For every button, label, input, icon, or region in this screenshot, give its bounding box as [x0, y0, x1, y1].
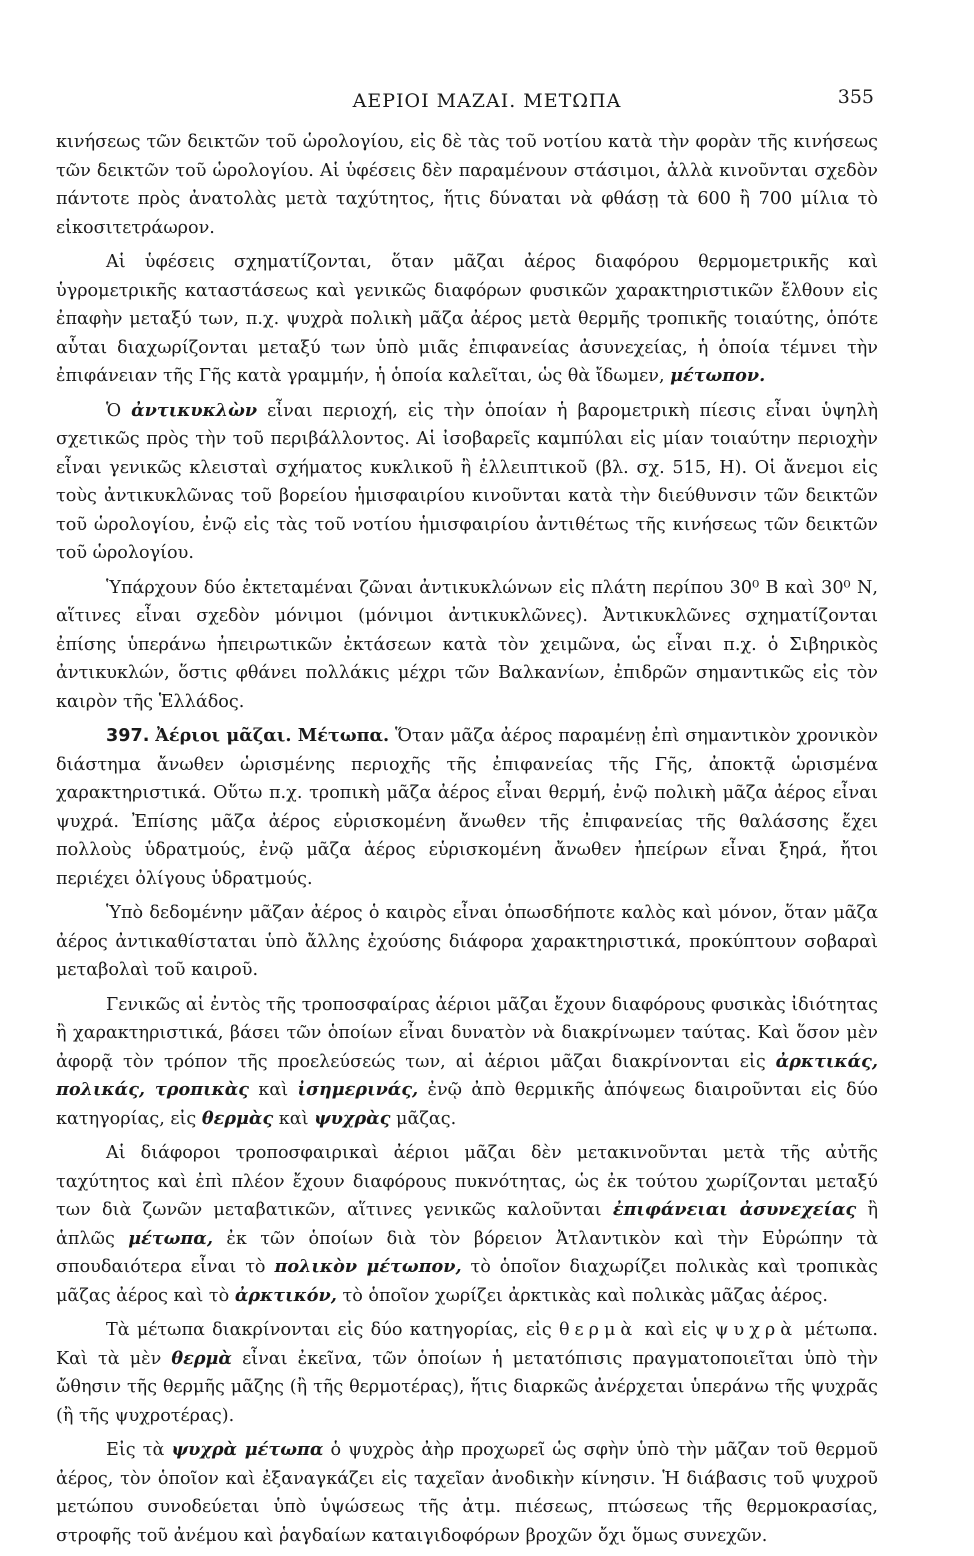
- paragraph-discontinuities: [56, 1139, 878, 1310]
- term-arctic-polar-tropical: ἀρκτικάς, πολικάς, τροπικὰς: [56, 1050, 878, 1100]
- section-number: 397.: [106, 726, 150, 746]
- paragraph-text: Γενικῶς αἱ ἐντὸς τῆς τροποσφαίρας ἀέριοι μᾶζαι ἔχουν διαφόρους φυσικὰς ἰδιότητας ἢ χαρακτηριστικά, βάσει τῶν ὁποίων εἶναι δυνατὸν νὰ διακρίνωμεν ταύτας. Καὶ ὅσον μὲν ἀφορᾷ τὸν τρόπον τῆς προελεύσεώς των, αἱ ἀέριοι μᾶζαι διακρίνονται εἰς: [56, 994, 878, 1072]
- term-cold-fronts: ψυχρὰ μέτωπα: [171, 1439, 324, 1460]
- paragraph-text: Ὅταν μᾶζα ἀέρος παραμένῃ ἐπὶ σημαντικὸν χρονικὸν διάστημα ἄνωθεν ὡρισμένης περιοχῆς τῆς ἐπιφανείας τῆς Γῆς, ἀποκτᾷ ὡρισμένα χαρακτηριστικά. Οὕτω π.χ. τροπικὴ μᾶζα ἀέρος εἶναι θερμή, ἐνῷ πολικὴ μᾶζα ἀέρος εἶναι ψυχρά. Ἐπίσης μᾶζα ἀέρος εὑρισκομένη ἄνωθεν τῆς ἐπιφανείας τῆς θαλάσσης ἔχει πολλοὺς ὑδρατμούς, ἐνῷ μᾶζα ἀέρος εὑρισκομένη ἄνωθεν ἠπείρων εἶναι ξηρά, ἤτοι περιέχει ὀλίγους ὑδρατμούς.: [56, 726, 879, 889]
- paragraph-air-mass-classes: [56, 991, 878, 1134]
- section-397: [56, 722, 878, 893]
- paragraph-cold-fronts: [56, 1436, 878, 1550]
- spaced-term-cold: ψυχρὰ: [714, 1320, 798, 1340]
- paragraph-text: ὁ ψυχρὸς ἀὴρ προχωρεῖ ὡς σφὴν ὑπὸ τὴν μᾶζαν τοῦ θερμοῦ ἀέρος, τὸν ὁποῖον καὶ ἐξαναγκάζει εἰς ταχεῖαν ἀνοδικὴν κίνησιν. Ἡ διάβασις τοῦ ψυχροῦ μετώπου συνοδεύεται ὑπὸ ὑψώσεως τῆς ἀτμ. πιέσεως, πτώσεως τῆς θερμοκρασίας, στροφῆς τοῦ ἀνέμου καὶ ῥαγδαίων καταιγιδοφόρων βροχῶν ὄχι ὅμως συνεχῶν.: [56, 1440, 878, 1546]
- paragraph-text: Αἱ ὑφέσεις σχηματίζονται, ὅταν μᾶζαι ἀέρος διαφόρου θερμομετρικῆς καὶ ὑγρομετρικῆς καταστάσεως καὶ γενικῶς διαφόρων φυσικῶν χαρακτηριστικῶν ἔλθουν εἰς ἐπαφὴν μεταξύ των, π.χ. ψυχρὰ πολικὴ μᾶζα ἀέρος μετὰ θερμῆς τροπικῆς τοιαύτης, ὁπότε αὗται διαχωρίζονται μεταξύ των ὑπὸ μιᾶς ἐπιφανείας ἀσυνεχείας, ἡ ὁποία τέμνει τὴν ἐπιφάνειαν τῆς Γῆς κατὰ γραμμήν, ἡ ὁποία καλεῖται, ὡς θὰ ἴδωμεν,: [56, 252, 878, 386]
- paragraph-text: Ὑπὸ δεδομένην μᾶζαν ἀέρος ὁ καιρὸς εἶναι ὁπωσδήποτε καλὸς καὶ μόνον, ὅταν μᾶζα ἀέρος ἀντικαθίσταται ὑπὸ ἄλλης ἐχούσης διάφορα χαρακτηριστικά, προκύπτουν σοβαραὶ μεταβολαὶ τοῦ καιροῦ.: [56, 903, 878, 980]
- term-discontinuity-surfaces: ἐπιφάνειαι ἀσυνεχείας: [612, 1199, 857, 1220]
- paragraph-text: Ὑπάρχουν δύο ἐκτεταμέναι ζῶναι ἀντικυκλώνων εἰς πλάτη περίπου 30⁰ Β καὶ 30⁰ Ν, αἵτινες εἶναι σχεδὸν μόνιμοι (μόνιμοι ἀντικυκλῶνες). Ἀντικυκλῶνες σχηματίζονται ἐπίσης ὑπεράνω ἠπειρωτικῶν ἐκτάσεων κατὰ τὸν χειμῶνα, ὡς εἶναι π.χ. ὁ Σιβηρικὸς ἀντικυκλών, ὅστις φθάνει πολλάκις μέχρι τῶν Βαλκανίων, ἐπιδρῶν σημαντικῶς εἰς τὸν καιρὸν τῆς Ἑλλάδος.: [56, 577, 878, 712]
- paragraph-text: Ὁ: [106, 400, 122, 421]
- paragraph-text: καὶ: [258, 1080, 289, 1100]
- term-anticyclone: ἀντικυκλὼν: [131, 399, 258, 421]
- paragraph-text: εἶναι περιοχή, εἰς τὴν ὁποίαν ἡ βαρομετρικὴ πίεσις εἶναι ὑψηλὴ σχετικῶς πρὸς τὴν τοῦ περιβάλλοντος. Αἱ ἰσοβαρεῖς καμπύλαι εἰς μίαν τοιαύτην περιοχὴν εἶναι γενικῶς κλεισταὶ σχήματος κυκλικοῦ ἢ ἐλλειπτικοῦ (βλ. σχ. 515, Η). Οἱ ἄνεμοι εἰς τοὺς ἀντικυκλῶνας τοῦ βορείου ἡμισφαιρίου κινοῦνται κατὰ τὴν διεύθυνσιν τῶν δεικτῶν τοῦ ὡρολογίου, ἐνῷ εἰς τὰς τοῦ νοτίου ἡμισφαιρίου ἀντιθέτως τῆς κινήσεως τῶν δεικτῶν τοῦ ὡρολογίου.: [56, 400, 879, 563]
- paragraph-text: Εἰς τὰ: [106, 1440, 165, 1460]
- page-number: 355: [837, 86, 874, 108]
- paragraph-anticyclone-zones: [56, 574, 878, 717]
- paragraph-text: καὶ εἰς: [644, 1320, 708, 1340]
- page-header: [0, 80, 974, 116]
- paragraph-text: κινήσεως τῶν δεικτῶν τοῦ ὡρολογίου, εἰς δὲ τὰς τοῦ νοτίου κατὰ τὴν φορὰν τῆς κινήσεως τῶν δεικτῶν τοῦ ὡρολογίου. Αἱ ὑφέσεις δὲν παραμένουν στάσιμοι, ἀλλὰ κινοῦνται σχεδὸν πάντοτε πρὸς ἀνατολὰς μετὰ ταχύτητος, ἥτις δύναται νὰ φθάσῃ τὰ 600 ἢ 700 μίλια τὸ εἰκοσιτετράωρον.: [56, 132, 878, 238]
- paragraph-text: ἐνῷ ἀπὸ θερμικῆς ἀπόψεως διαιροῦνται εἰς δύο κατηγορίας, εἰς: [56, 1080, 878, 1129]
- paragraph-text: καὶ: [278, 1108, 309, 1129]
- paragraph-weather: [56, 899, 878, 985]
- term-polar-front: πολικὸν μέτωπον,: [274, 1256, 462, 1277]
- page-body: [56, 128, 878, 1556]
- paragraph-front-types: [56, 1316, 878, 1430]
- term-warm: θερμὰς: [201, 1107, 274, 1129]
- paragraph-text: Αἱ διάφοροι τροποσφαιρικαὶ ἀέριοι μᾶζαι δὲν μετακινοῦνται μετὰ τῆς αὐτῆς ταχύτητος καὶ ἐπὶ πλέον ἔχουν διαφόρους πυκνότητας, ὡς ἐκ τούτου χωρίζονται μεταξύ των διὰ ζωνῶν μεταβατικῶν, αἵτινες γενικῶς καλοῦνται: [56, 1143, 878, 1220]
- paragraph-text: Τὰ μέτωπα διακρίνονται εἰς δύο κατηγορίας, εἰς: [106, 1320, 552, 1340]
- section-title: Ἀέριοι μᾶζαι. Μέτωπα.: [155, 725, 390, 746]
- paragraph-text: ἢ ἁπλῶς: [56, 1200, 879, 1249]
- paragraph-text: μᾶζας.: [396, 1108, 457, 1129]
- term-cold: ψυχρὰς: [314, 1107, 391, 1129]
- term-front: μέτωπον.: [670, 365, 766, 386]
- term-fronts: μέτωπα,: [128, 1227, 213, 1249]
- term-equatorial: ἰσημερινάς,: [297, 1079, 419, 1100]
- paragraph-text: τὸ ὁποῖον χωρίζει ἀρκτικὰς καὶ πολικὰς μᾶζας ἀέρος.: [342, 1285, 828, 1306]
- paragraph-text: εἶναι ἐκεῖνα, τῶν ὁποίων ἡ μετατόπισις πραγματοποιεῖται ὑπὸ τὴν ὤθησιν τῆς θερμῆς μᾶζης (ἢ τῆς θερμοτέρας), ἥτις διαρκῶς ἀνέρχεται ὑπεράνω τῆς ψυχρᾶς (ἢ τῆς ψυχροτέρας).: [56, 1348, 879, 1426]
- paragraph-text: ἐκ τῶν ὁποίων διὰ τὸν βόρειον Ἀτλαντικὸν καὶ τὴν Εὐρώπην τὰ σπουδαιότερα εἶναι τὸ: [56, 1228, 879, 1277]
- paragraph-continuation: [56, 128, 878, 242]
- paragraph-depressions: [56, 248, 878, 391]
- running-title: ΑΕΡΙΟΙ ΜΑΖΑΙ. ΜΕΤΩΠΑ: [352, 90, 622, 112]
- spaced-term-warm: θερμὰ: [558, 1320, 638, 1340]
- term-arctic-front: ἀρκτικόν,: [234, 1284, 337, 1306]
- paragraph-anticyclone: [56, 397, 878, 568]
- paragraph-text: τὸ ὁποῖον διαχωρίζει πολικὰς καὶ τροπικὰς μᾶζας ἀέρος καὶ τὸ: [56, 1257, 879, 1306]
- term-warm-fronts: θερμὰ: [171, 1347, 232, 1369]
- paragraph-text: μέτωπα. Καὶ τὰ μὲν: [56, 1320, 879, 1369]
